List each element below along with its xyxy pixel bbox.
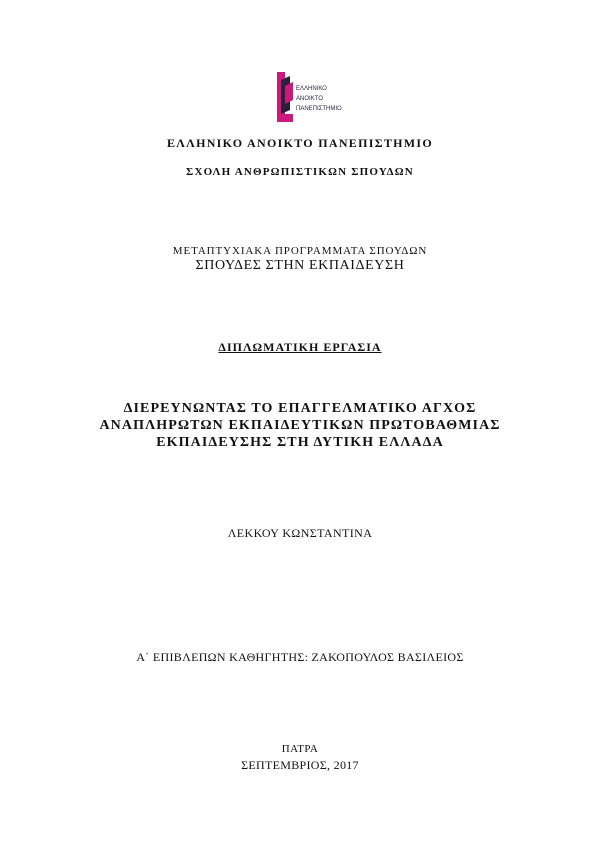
university-logo-graphic bbox=[273, 70, 342, 126]
thesis-title bbox=[0, 400, 600, 451]
thesis-title-line: ΕΚΠΑΙΔΕΥΣΗΣ ΣΤΗ ΔΥΤΙΚΗ ΕΛΛΑΔΑ bbox=[156, 435, 444, 450]
city: ΠΑΤΡΑ bbox=[281, 743, 319, 755]
logo-text-line-2: ΑΝΟΙΚΤΟ bbox=[296, 96, 323, 102]
thesis-title-line: ΑΝΑΠΛΗΡΩΤΩΝ ΕΚΠΑΙΔΕΥΤΙΚΩΝ ΠΡΩΤΟΒΑΘΜΙΑΣ bbox=[99, 418, 501, 433]
program-name: ΣΠΟΥΔΕΣ ΣΤΗΝ ΕΚΠΑΙΔΕΥΣΗ bbox=[195, 258, 405, 273]
school-name: ΣΧΟΛΗ ΑΝΘΡΩΠΙΣΤΙΚΩΝ ΣΠΟΥΔΩΝ bbox=[186, 166, 414, 178]
university-logo bbox=[273, 70, 342, 126]
author-name: ΛΕΚΚΟΥ ΚΩΝΣΤΑΝΤΙΝΑ bbox=[227, 526, 373, 540]
supervisor-line: Α΄ ΕΠΙΒΛΕΠΩΝ ΚΑΘΗΓΗΤΗΣ: ΖΑΚΟΠΟΥΛΟΣ ΒΑΣΙΛΕΙΟΣ bbox=[136, 650, 464, 664]
date: ΣΕΠΤΕΜΒΡΙΟΣ, 2017 bbox=[241, 758, 359, 772]
logo-text-line-3: ΠΑΝΕΠΙΣΤΗΜΙΟ bbox=[296, 106, 342, 112]
program-label: ΜΕΤΑΠΤΥΧΙΑΚΑ ΠΡΟΓΡΑΜΜΑΤΑ ΣΠΟΥΔΩΝ bbox=[172, 245, 428, 257]
document-type-text: ΔΙΠΛΩΜΑΤΙΚΗ ΕΡΓΑΣΙΑ bbox=[218, 340, 382, 354]
thesis-title-line: ΔΙΕΡΕΥΝΩΝΤΑΣ ΤΟ ΕΠΑΓΓΕΛΜΑΤΙΚΟ ΑΓΧΟΣ bbox=[123, 401, 477, 416]
document-type bbox=[0, 340, 600, 355]
logo-text-line-1: ΕΛΛΗΝΙΚΟ bbox=[296, 86, 327, 92]
university-name: ΕΛΛΗΝΙΚΟ ΑΝΟΙΚΤΟ ΠΑΝΕΠΙΣΤΗΜΙΟ bbox=[166, 136, 434, 150]
